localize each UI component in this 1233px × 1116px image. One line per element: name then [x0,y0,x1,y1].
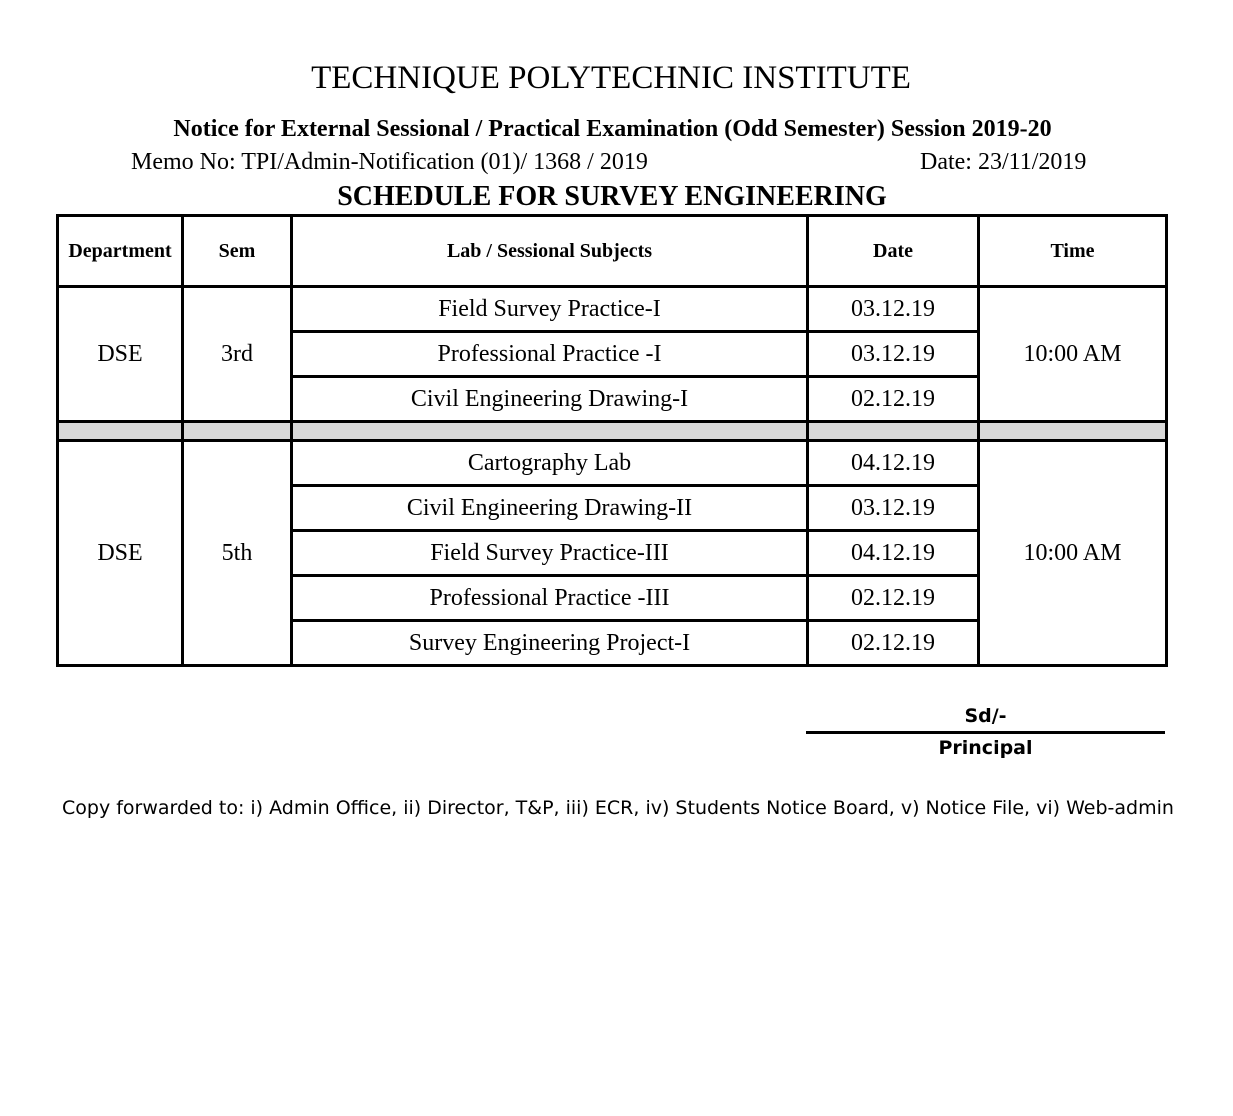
column-header-sem: Sem [183,216,292,287]
date-cell: 03.12.19 [808,332,979,377]
date-cell: 02.12.19 [808,621,979,666]
memo-number: Memo No: TPI/Admin-Notification (01)/ 1368 / 2019 [131,149,648,175]
copy-forwarded-note: Copy forwarded to: i) Admin Office, ii) Director, T&P, iii) ECR, iv) Students Notice Board, v) Notice File, vi) Web-admin [62,797,1174,819]
table-header-row [58,216,1167,287]
group-separator-row [58,422,1167,441]
department-cell: DSE [58,287,183,422]
date-cell: 04.12.19 [808,441,979,486]
department-cell: DSE [58,441,183,666]
column-header-subject: Lab / Sessional Subjects [292,216,808,287]
notice-title: Notice for External Sessional / Practical Examination (Odd Semester) Session 2019-20 [173,116,1052,142]
subject-cell: Civil Engineering Drawing-I [292,377,808,422]
column-header-date: Date [808,216,979,287]
date-cell: 03.12.19 [808,287,979,332]
column-header-department: Department [58,216,183,287]
signature-sd: Sd/- [964,705,1007,727]
date-cell: 02.12.19 [808,576,979,621]
schedule-title: SCHEDULE FOR SURVEY ENGINEERING [337,181,887,212]
column-header-time: Time [979,216,1167,287]
subject-cell: Cartography Lab [292,441,808,486]
table-row [58,287,1167,332]
subject-cell: Field Survey Practice-III [292,531,808,576]
table-row [58,441,1167,486]
sem-cell: 5th [183,441,292,666]
signature-line [806,731,1165,734]
time-cell: 10:00 AM [979,287,1167,422]
subject-cell: Professional Practice -III [292,576,808,621]
date-cell: 02.12.19 [808,377,979,422]
signature-title: Principal [938,737,1033,759]
subject-cell: Field Survey Practice-I [292,287,808,332]
schedule-table [56,214,1168,667]
date-cell: 04.12.19 [808,531,979,576]
time-cell: 10:00 AM [979,441,1167,666]
subject-cell: Professional Practice -I [292,332,808,377]
subject-cell: Civil Engineering Drawing-II [292,486,808,531]
subject-cell: Survey Engineering Project-I [292,621,808,666]
institute-name: TECHNIQUE POLYTECHNIC INSTITUTE [311,60,911,96]
sem-cell: 3rd [183,287,292,422]
notice-date: Date: 23/11/2019 [920,149,1087,175]
date-cell: 03.12.19 [808,486,979,531]
